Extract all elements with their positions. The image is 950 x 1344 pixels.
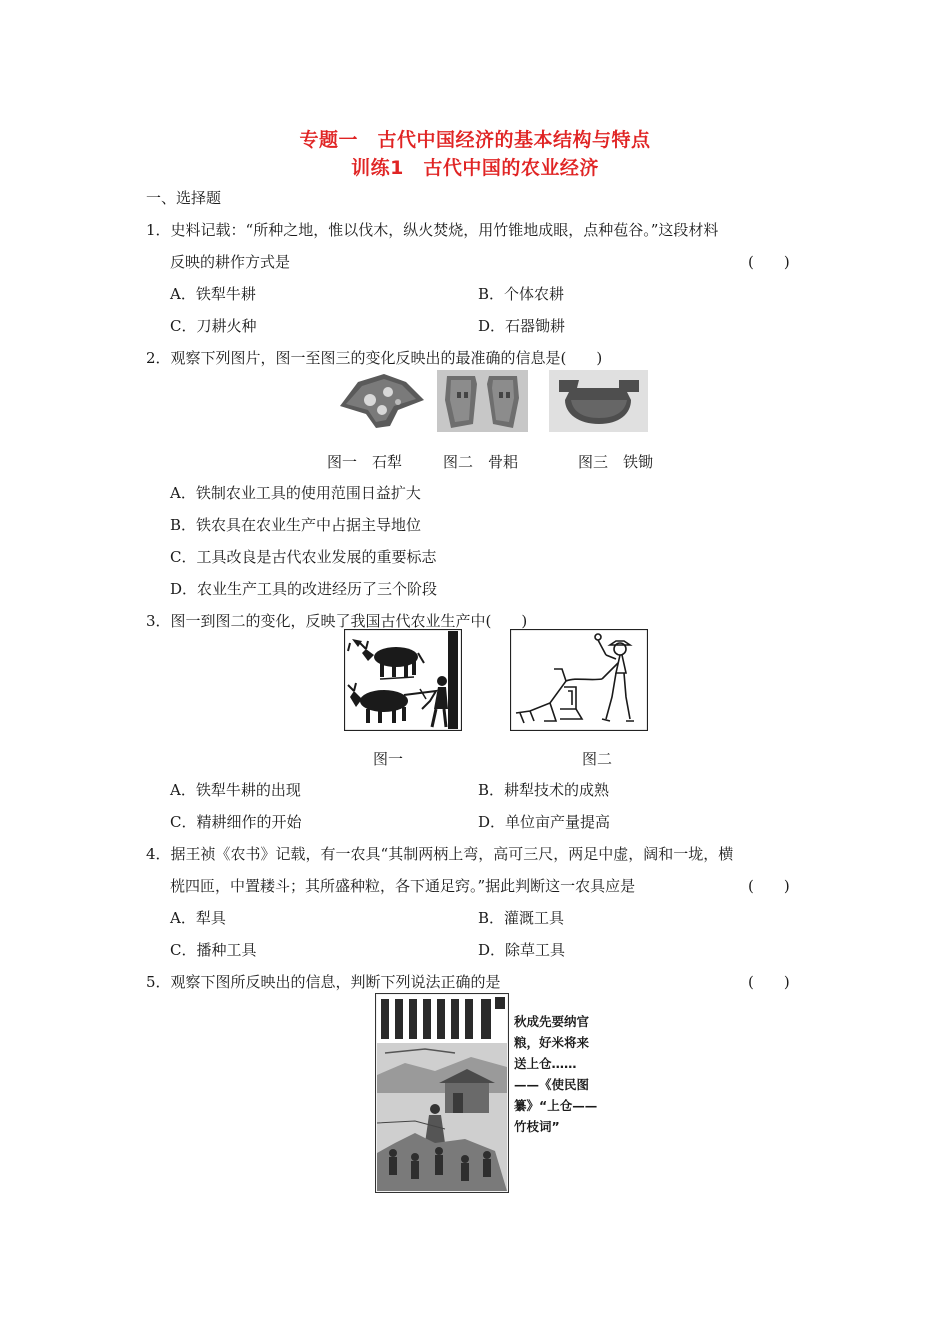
poem-line: ——《使民图	[514, 1077, 590, 1092]
q5-answer-blank: ( )	[748, 973, 790, 991]
q4-stem-line2: 桄四匝，中置耧斗；其所盛种粒，各下通足窍。”据此判断这一农具应是	[170, 877, 636, 895]
poem-line: 送上仓……	[514, 1056, 577, 1071]
q3-caption-2: 图二	[582, 750, 613, 768]
bone-spade-image	[437, 370, 528, 432]
q2-caption-1: 图一 石犁	[327, 453, 403, 471]
page-title: 专题一 古代中国经济的基本结构与特点	[299, 129, 651, 151]
curved-plough-farmer-image	[510, 629, 648, 731]
q4-stem-line1: 4．据王祯《农书》记载，有一农具“其制两柄上弯，高可三尺，两足中虚，阔和一垅，横	[146, 845, 734, 863]
q3-option-c: C．精耕细作的开始	[170, 813, 302, 831]
q2-caption-2: 图二 骨耜	[443, 453, 519, 471]
q2-stem: 2．观察下列图片，图一至图三的变化反映出的最准确的信息是( )	[146, 349, 603, 367]
q2-caption-3: 图三 铁锄	[578, 453, 654, 471]
q1-option-c: C．刀耕火种	[170, 317, 257, 335]
q1-stem-line2: 反映的耕作方式是	[170, 253, 291, 271]
q1-answer-blank: ( )	[748, 253, 790, 271]
ox-ploughing-mural-image	[344, 629, 462, 731]
poem-line: 纂》“上仓——	[514, 1098, 598, 1113]
q4-answer-blank: ( )	[748, 877, 790, 895]
q2-option-b: B．铁农具在农业生产中占据主导地位	[170, 516, 422, 534]
q2-option-d: D．农业生产工具的改进经历了三个阶段	[170, 580, 438, 598]
q5-poem-caption	[514, 1011, 624, 1137]
poem-line: 粮，好米将来	[514, 1035, 590, 1050]
iron-hoe-image	[549, 370, 648, 432]
q4-option-a: A．犁具	[170, 909, 226, 927]
q3-stem: 3．图一到图二的变化，反映了我国古代农业生产中( )	[146, 612, 528, 630]
poem-line: 竹枝词”	[514, 1119, 560, 1134]
poem-line: 秋成先要纳官	[514, 1014, 590, 1029]
q4-option-c: C．播种工具	[170, 941, 257, 959]
q3-option-b: B．耕犁技术的成熟	[478, 781, 610, 799]
granary-woodcut-image	[375, 993, 509, 1193]
q4-option-b: B．灌溉工具	[478, 909, 565, 927]
q3-option-a: A．铁犁牛耕的出现	[170, 781, 301, 799]
q2-option-c: C．工具改良是古代农业发展的重要标志	[170, 548, 437, 566]
q3-caption-1: 图一	[373, 750, 404, 768]
q4-option-d: D．除草工具	[478, 941, 566, 959]
q1-stem-line1: 1．史料记载：“所种之地，惟以伐木，纵火焚烧，用竹锥地成眼，点种苞谷。”这段材料	[146, 221, 719, 239]
section-heading: 一、选择题	[146, 189, 222, 207]
q2-option-a: A．铁制农业工具的使用范围日益扩大	[170, 484, 421, 502]
stone-plough-image	[336, 370, 428, 432]
q1-option-d: D．石器锄耕	[478, 317, 566, 335]
q1-option-a: A．铁犁牛耕	[170, 285, 256, 303]
q5-stem: 5．观察下图所反映出的信息，判断下列说法正确的是	[146, 973, 501, 991]
page-subtitle: 训练1 古代中国的农业经济	[351, 157, 599, 179]
q1-option-b: B．个体农耕	[478, 285, 565, 303]
q3-option-d: D．单位亩产量提高	[478, 813, 611, 831]
